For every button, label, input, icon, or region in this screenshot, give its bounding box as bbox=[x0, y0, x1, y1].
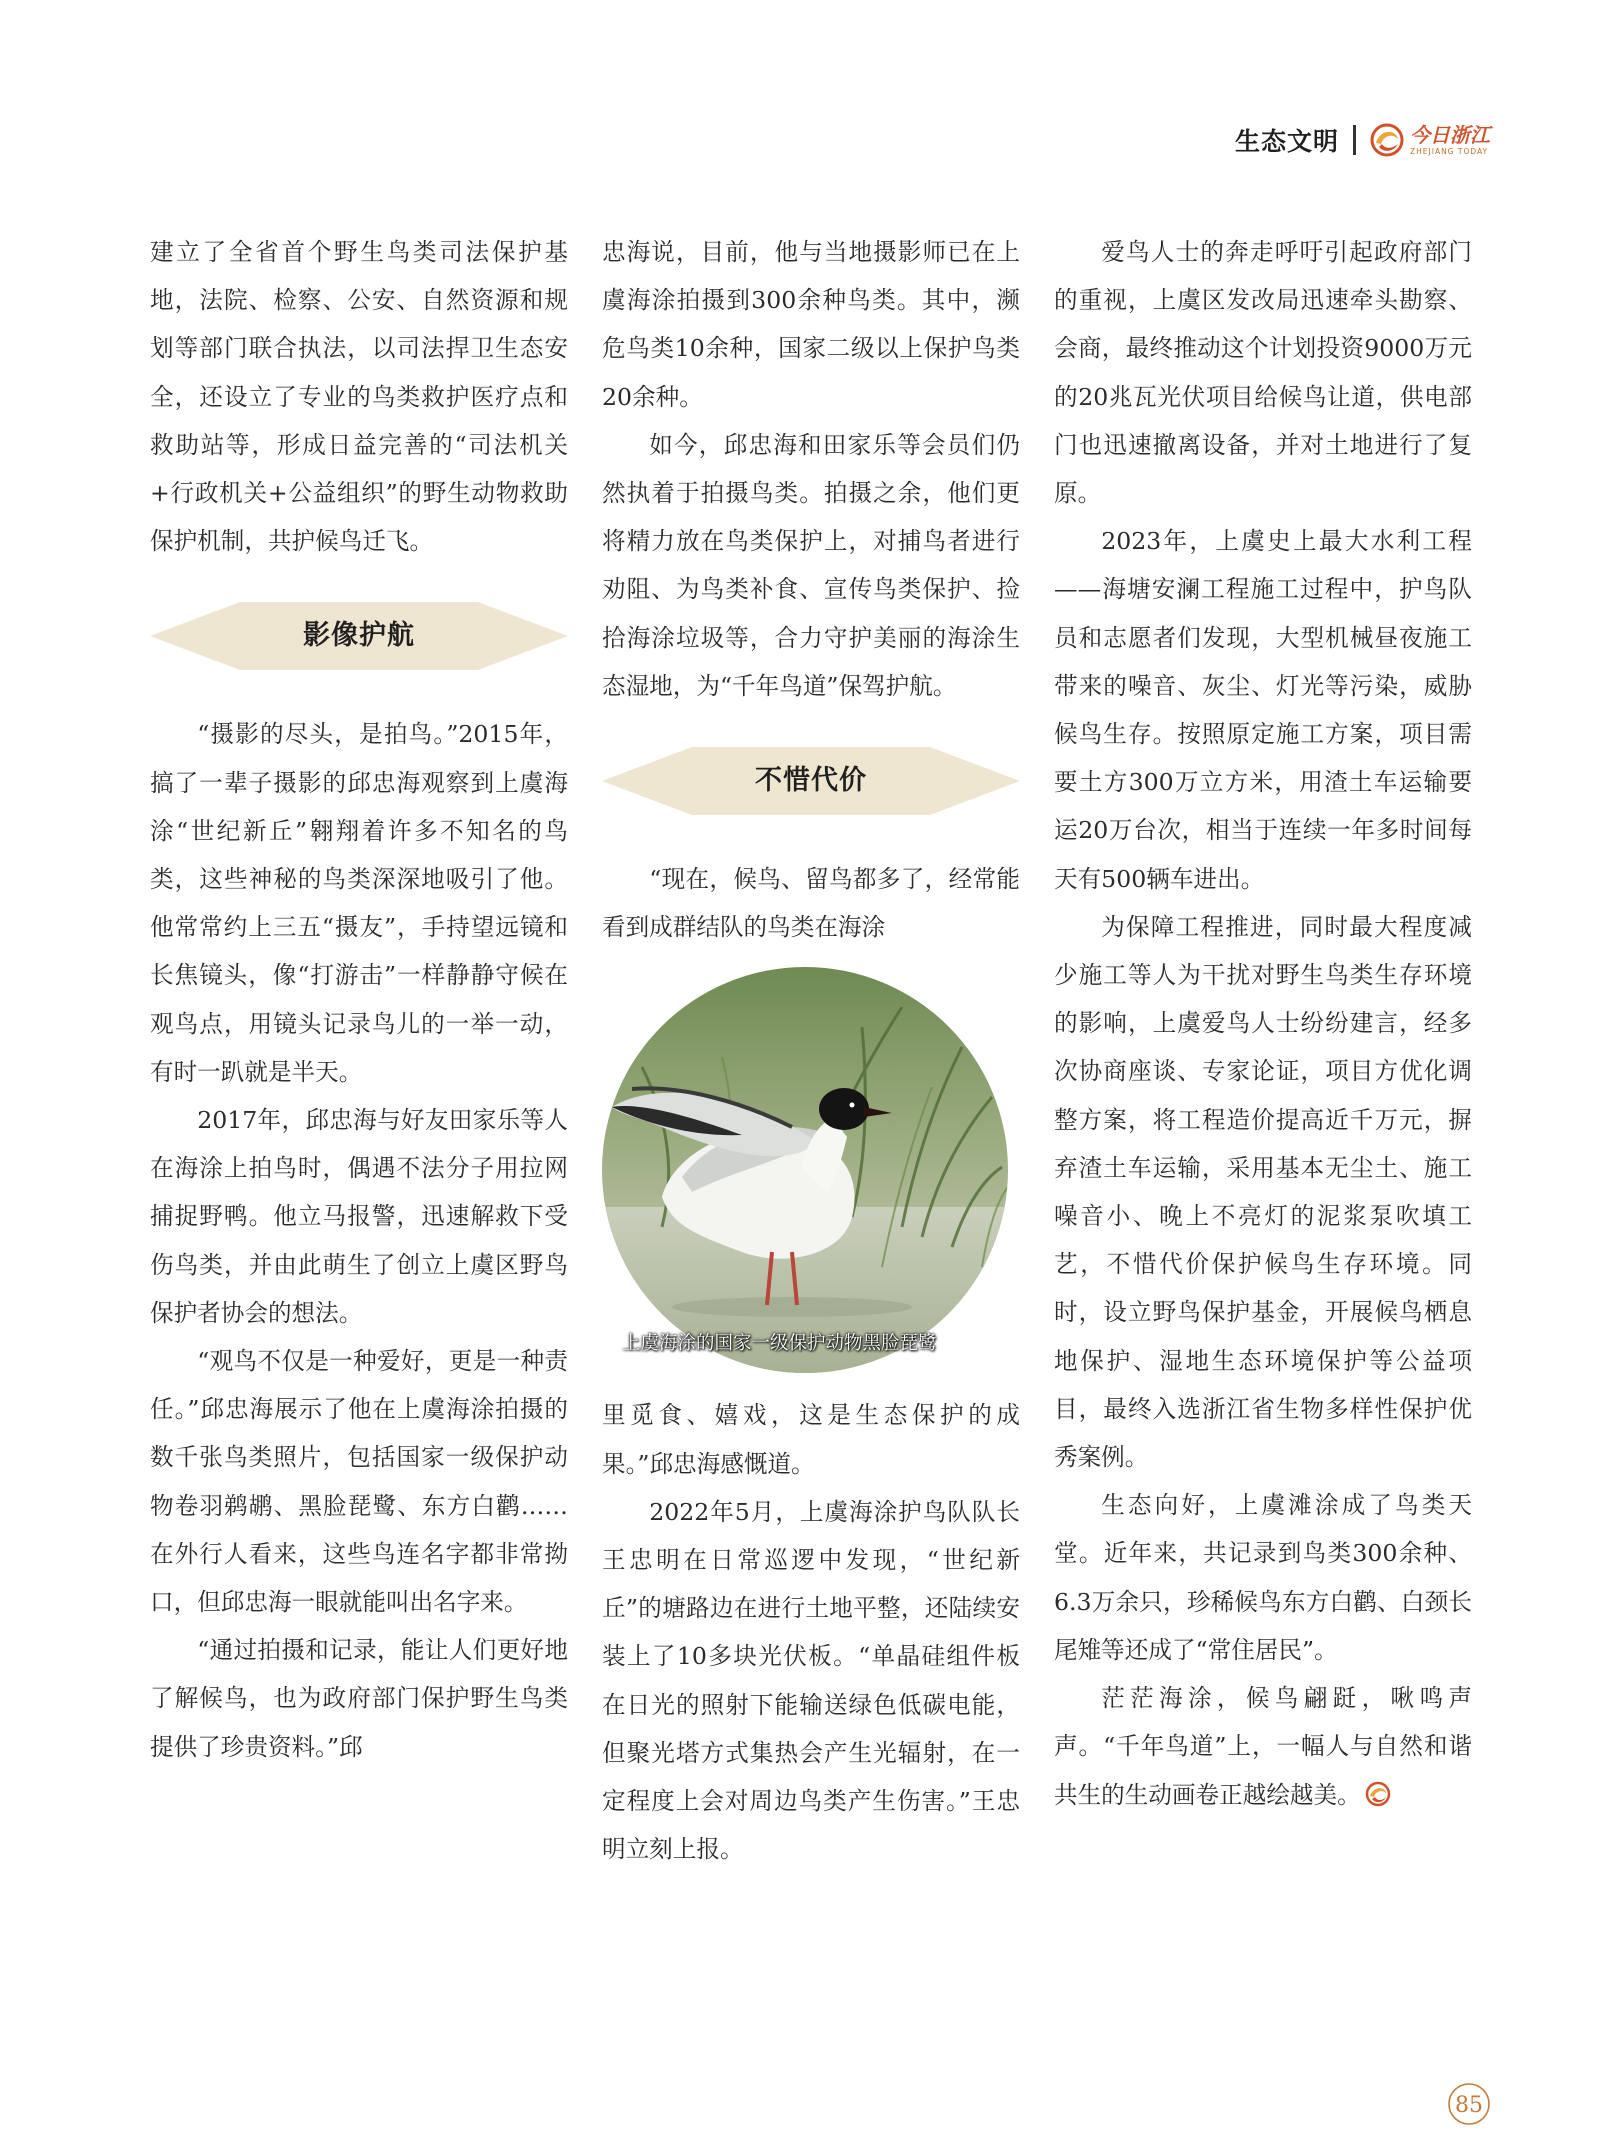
paragraph: 2022年5月，上虞海涂护鸟队队长王忠明在日常巡逻中发现，“世纪新丘”的塘路边在进行土地平整，还陆续安装上了10多块光伏板。“单晶硅组件板在日光的照射下能输送绿色低碳电能，但聚光塔方式集热会产生光辐射，在一定程度上会对周边鸟类产生伤害。”王忠明立刻上报。 bbox=[602, 1497, 1020, 1864]
paragraph: 为保障工程推进，同时最大程度减少施工等人为干扰对野生鸟类生存环境的影响，上虞爱鸟人士纷纷建言，经多次协商座谈、专家论证，项目方优化调整方案，将工程造价提高近千万元，摒弃渣土车运输，采用基本无尘土、施工噪音小、晚上不亮灯的泥浆泵吹填工艺，不惜代价保护候鸟生存环境。同时，设立野鸟保护基金，开展候鸟栖息地保护、湿地生态环境保护等公益项目，最终入选浙江省生物多样性保护优秀案例。 bbox=[1054, 912, 1472, 1472]
section-tag: 生态文明 bbox=[1234, 127, 1339, 156]
closing-text: 茫茫海涂，候鸟翩跹，啾鸣声声。“千年鸟道”上，一幅人与自然和谐共生的生动画卷正越绘越美。 bbox=[1054, 1684, 1472, 1809]
column-2 bbox=[602, 228, 1020, 1873]
end-mark-icon bbox=[1365, 1781, 1391, 1807]
paragraph: “现在，候鸟、留鸟都多了，经常能看到成群结队的鸟类在海涂 bbox=[602, 865, 1020, 942]
header-divider bbox=[1353, 125, 1356, 155]
column-3 bbox=[1054, 228, 1472, 1819]
section-heading: 影像护航 bbox=[303, 620, 415, 652]
paragraph: 2023年，上虞史上最大水利工程——海塘安澜工程施工过程中，护鸟队员和志愿者们发现，大型机械昼夜施工带来的噪音、灰尘、灯光等污染，威胁候鸟生存。按照原定施工方案，项目需要土方300万立方米，用渣土车运输要运20万台次，相当于连续一年多时间每天有500辆车进出。 bbox=[1054, 527, 1472, 893]
logo-swirl-icon bbox=[1370, 123, 1404, 157]
photo-caption: 上虞海涂的国家一级保护动物黑脸琵鹭 bbox=[622, 1333, 937, 1355]
page-number-text: 85 bbox=[1455, 2093, 1483, 2118]
section-banner-2 bbox=[602, 745, 1020, 817]
page-header bbox=[1235, 118, 1490, 162]
paragraph bbox=[1054, 1674, 1472, 1819]
paragraph: 如今，邱忠海和田家乐等会员们仍然执着于拍摄鸟类。拍摄之余，他们更将精力放在鸟类保护上，对捕鸟者进行劝阻、为鸟类补食、宣传鸟类保护、捡拾海涂垃圾等，合力守护美丽的海涂生态湿地，为“千年鸟道”保驾护航。 bbox=[602, 430, 1020, 700]
paragraph: “通过拍摄和记录，能让人们更好地了解候鸟，也为政府部门保护野生鸟类提供了珍贵资料。”邱 bbox=[150, 1636, 568, 1761]
paragraph: 里觅食、嬉戏，这是生态保护的成果。”邱忠海感慨道。 bbox=[602, 1401, 1020, 1478]
bird-photo-figure bbox=[602, 967, 1020, 1373]
bird-photo bbox=[602, 967, 1008, 1373]
paragraph: 建立了全省首个野生鸟类司法保护基地，法院、检察、公安、自然资源和规划等部门联合执法，以司法捍卫生态安全，还设立了专业的鸟类救护医疗点和救助站等，形成日益完善的“司法机关+行政机关+公益组织”的野生动物救助保护机制，共护候鸟迁飞。 bbox=[150, 238, 568, 556]
magazine-logo bbox=[1370, 123, 1490, 157]
paragraph: 生态向好，上虞滩涂成了鸟类天堂。近年来，共记录到鸟类300余种、6.3万余只，珍稀候鸟东方白鹳、白颈长尾雉等还成了“常住居民”。 bbox=[1054, 1491, 1472, 1664]
paragraph: 2017年，邱忠海与好友田家乐等人在海涂上拍鸟时，偶遇不法分子用拉网捕捉野鸭。他立马报警，迅速解救下受伤鸟类，并由此萌生了创立上虞区野鸟保护者协会的想法。 bbox=[150, 1106, 568, 1327]
paragraph: 爱鸟人士的奔走呼吁引起政府部门的重视，上虞区发改局迅速牵头勘察、会商，最终推动这个计划投资9000万元的20兆瓦光伏项目给候鸟让道，供电部门也迅速撤离设备，并对土地进行了复原。 bbox=[1054, 238, 1472, 508]
section-banner-1 bbox=[150, 600, 568, 672]
page-number bbox=[1447, 2082, 1491, 2126]
paragraph: “观鸟不仅是一种爱好，更是一种责任。”邱忠海展示了他在上虞海涂拍摄的数千张鸟类照片，包括国家一级保护动物卷羽鹈鹕、黑脸琵鹭、东方白鹳……在外行人看来，这些鸟连名字都非常拗口，但邱忠海一眼就能叫出名字来。 bbox=[150, 1347, 568, 1617]
logo-english-text: ZHEJIANG TODAY bbox=[1410, 146, 1489, 156]
column-1 bbox=[150, 228, 568, 1771]
section-heading: 不惜代价 bbox=[755, 764, 867, 796]
paragraph: 忠海说，目前，他与当地摄影师已在上虞海涂拍摄到300余种鸟类。其中，濒危鸟类10余种，国家二级以上保护鸟类20余种。 bbox=[602, 238, 1020, 411]
logo-chinese-text: 今日浙江 bbox=[1410, 122, 1490, 147]
paragraph: “摄影的尽头，是拍鸟。”2015年，搞了一辈子摄影的邱忠海观察到上虞海涂“世纪新丘”翱翔着许多不知名的鸟类，这些神秘的鸟类深深地吸引了他。他常常约上三五“摄友”，手持望远镜和长焦镜头，像“打游击”一样静静守候在观鸟点，用镜头记录鸟儿的一举一动，有时一趴就是半天。 bbox=[150, 720, 568, 1086]
